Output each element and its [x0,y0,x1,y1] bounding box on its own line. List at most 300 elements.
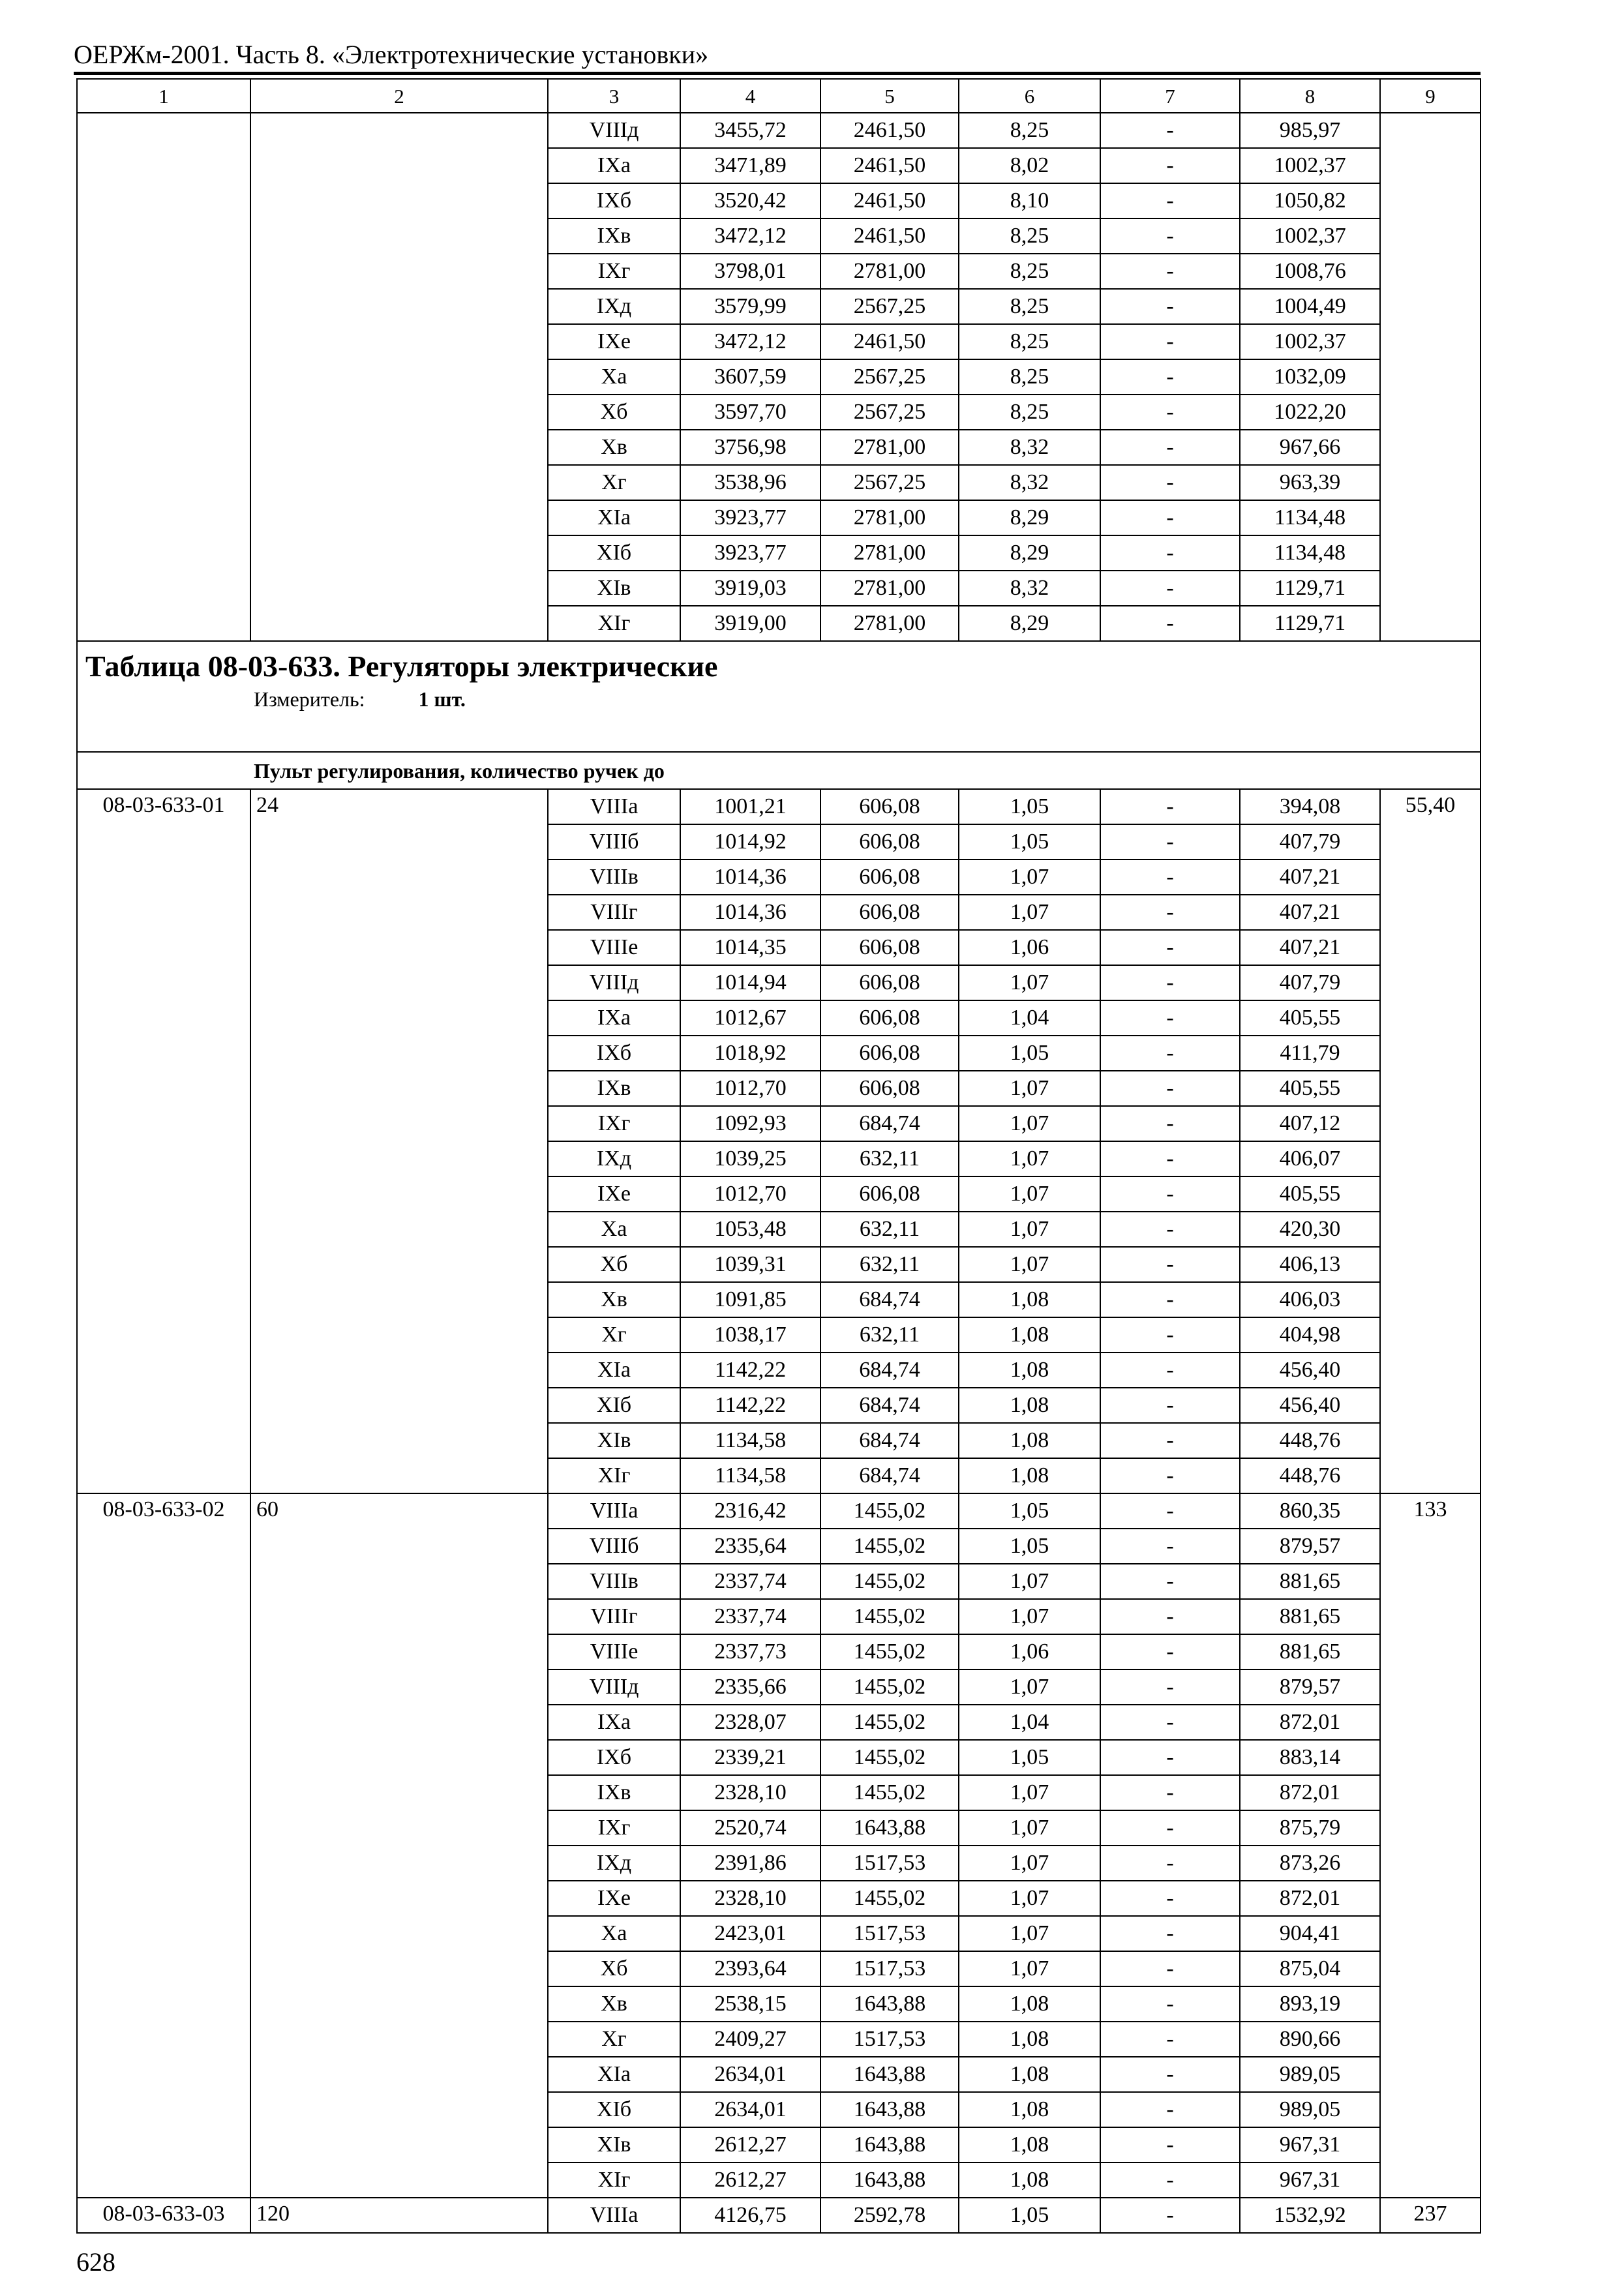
value-cell: VIIIв [548,1564,680,1599]
value-cell: - [1100,1317,1240,1353]
value-cell: 2567,25 [820,289,959,324]
value-cell: 872,01 [1240,1881,1380,1916]
value-cell: 684,74 [820,1353,959,1388]
value-cell: 2461,50 [820,218,959,254]
rate-code-cell: 08-03-633-03 [77,2198,250,2233]
value-cell: 2461,50 [820,113,959,148]
value-cell: Xб [548,395,680,430]
value-cell: 3923,77 [680,535,820,571]
column-header: 5 [820,79,959,113]
column-header: 3 [548,79,680,113]
value-cell: 967,66 [1240,430,1380,465]
value-cell: IXа [548,148,680,183]
value-cell: 8,29 [959,500,1100,535]
value-cell: 1455,02 [820,1493,959,1529]
page-number: 628 [76,2247,115,2277]
value-cell: - [1100,789,1240,824]
value-cell: 1517,53 [820,1916,959,1951]
value-cell: 1001,21 [680,789,820,824]
value-cell: Xв [548,1986,680,2022]
value-cell: 632,11 [820,1212,959,1247]
value-cell: 8,25 [959,113,1100,148]
value-cell: 1014,92 [680,824,820,860]
value-cell: VIIIе [548,930,680,965]
value-cell: 8,02 [959,148,1100,183]
value-cell: 2634,01 [680,2092,820,2127]
value-cell: XIб [548,535,680,571]
value-cell: 883,14 [1240,1740,1380,1775]
value-cell: 1,07 [959,1176,1100,1212]
value-cell: 3538,96 [680,465,820,500]
value-cell: 2335,66 [680,1669,820,1705]
value-cell: 2461,50 [820,183,959,218]
value-cell: 8,10 [959,183,1100,218]
value-cell: 632,11 [820,1247,959,1282]
value-cell: 1517,53 [820,1951,959,1986]
value-cell: XIг [548,1458,680,1493]
value-cell: 8,25 [959,395,1100,430]
value-cell: 1517,53 [820,1846,959,1881]
value-cell: 1134,48 [1240,500,1380,535]
value-cell: - [1100,2127,1240,2162]
value-cell: 1,07 [959,1669,1100,1705]
value-cell: 1129,71 [1240,571,1380,606]
value-cell: 1,07 [959,895,1100,930]
value-cell: 8,25 [959,254,1100,289]
value-cell: 2461,50 [820,324,959,359]
value-cell: 963,39 [1240,465,1380,500]
value-cell: 8,25 [959,218,1100,254]
value-cell: 881,65 [1240,1634,1380,1669]
value-cell: 606,08 [820,1036,959,1071]
value-cell: 1455,02 [820,1775,959,1810]
value-cell: 1004,49 [1240,289,1380,324]
value-cell: - [1100,113,1240,148]
param-cell: 60 [250,1493,548,2198]
value-cell: IXа [548,1000,680,1036]
value-cell: 3472,12 [680,218,820,254]
table-row [77,789,1481,824]
value-cell: 456,40 [1240,1388,1380,1423]
table-row [77,1493,1481,1529]
value-cell: 606,08 [820,895,959,930]
column-number-row [77,79,1481,113]
value-cell: 4126,75 [680,2198,820,2233]
value-cell: 1,08 [959,2162,1100,2198]
value-cell: - [1100,1106,1240,1141]
value-cell: IXб [548,1036,680,1071]
value-cell: 1,08 [959,1353,1100,1388]
table-row [77,2198,1481,2233]
value-cell: 407,79 [1240,824,1380,860]
value-cell: 1643,88 [820,1986,959,2022]
value-cell: - [1100,2022,1240,2057]
value-cell: 881,65 [1240,1564,1380,1599]
unit-value: 1 шт. [418,687,466,711]
value-cell: VIIIд [548,113,680,148]
value-cell: 405,55 [1240,1000,1380,1036]
value-cell: IXе [548,324,680,359]
value-cell: 3756,98 [680,430,820,465]
value-cell: - [1100,965,1240,1000]
value-cell: 8,25 [959,324,1100,359]
value-cell: IXг [548,1106,680,1141]
value-cell: 2391,86 [680,1846,820,1881]
value-cell: 1,07 [959,860,1100,895]
value-cell: - [1100,1705,1240,1740]
value-cell: 1,06 [959,1634,1100,1669]
value-cell: 8,29 [959,535,1100,571]
value-cell: 1012,70 [680,1176,820,1212]
value-cell: 873,26 [1240,1846,1380,1881]
value-cell: - [1100,254,1240,289]
value-cell: - [1100,1846,1240,1881]
code-cell [77,113,250,641]
value-cell: 1455,02 [820,1669,959,1705]
value-cell: 1,07 [959,1564,1100,1599]
value-cell: 1092,93 [680,1106,820,1141]
value-cell: IXе [548,1881,680,1916]
value-cell: 406,07 [1240,1141,1380,1176]
value-cell: 1,07 [959,1775,1100,1810]
value-cell: IXа [548,1705,680,1740]
value-cell: 3919,03 [680,571,820,606]
value-cell: IXв [548,1071,680,1106]
value-cell: 1,05 [959,789,1100,824]
value-cell: 606,08 [820,789,959,824]
value-cell: 1,05 [959,1493,1100,1529]
value-cell: 632,11 [820,1317,959,1353]
value-cell: Xг [548,1317,680,1353]
value-cell: 1455,02 [820,1634,959,1669]
value-cell: 875,79 [1240,1810,1380,1846]
value-cell: XIг [548,606,680,641]
value-cell: IXб [548,183,680,218]
value-cell: 2409,27 [680,2022,820,2057]
column-header: 1 [77,79,250,113]
value-cell: - [1100,1388,1240,1423]
value-cell: 1455,02 [820,1529,959,1564]
subsection-title: Пульт регулирования, количество ручек до [77,752,1481,789]
value-cell: IXд [548,1141,680,1176]
value-cell: 1012,67 [680,1000,820,1036]
value-cell: 1643,88 [820,1810,959,1846]
value-cell: 1,07 [959,1247,1100,1282]
value-cell: 1532,92 [1240,2198,1380,2233]
value-cell: 411,79 [1240,1036,1380,1071]
value-cell: 448,76 [1240,1423,1380,1458]
value-cell: 1,08 [959,2022,1100,2057]
value-cell: XIа [548,500,680,535]
value-cell: - [1100,1529,1240,1564]
value-cell: 1002,37 [1240,148,1380,183]
value-cell: 2393,64 [680,1951,820,1986]
param-cell [250,113,548,641]
value-cell: 420,30 [1240,1212,1380,1247]
value-cell: - [1100,1353,1240,1388]
value-cell: VIIIа [548,2198,680,2233]
value-cell: Xа [548,1916,680,1951]
value-cell: 3471,89 [680,148,820,183]
value-cell: 2520,74 [680,1810,820,1846]
value-cell: 904,41 [1240,1916,1380,1951]
value-cell: 3579,99 [680,289,820,324]
value-cell: 2781,00 [820,430,959,465]
value-cell: 1,08 [959,1986,1100,2022]
value-cell: 1455,02 [820,1705,959,1740]
value-cell: 875,04 [1240,1951,1380,1986]
value-cell: - [1100,148,1240,183]
value-cell: - [1100,1141,1240,1176]
value-cell: 1134,58 [680,1423,820,1458]
value-cell: - [1100,1000,1240,1036]
value-cell: 1,05 [959,1740,1100,1775]
value-cell: 1,08 [959,1423,1100,1458]
value-cell: XIв [548,571,680,606]
value-cell: Xв [548,1282,680,1317]
value-cell: 2612,27 [680,2127,820,2162]
value-cell: 1,07 [959,965,1100,1000]
value-cell: 1,07 [959,1212,1100,1247]
value-cell: XIв [548,1423,680,1458]
col9-cell: 133 [1380,1493,1481,2198]
value-cell: 2328,10 [680,1881,820,1916]
value-cell: 406,03 [1240,1282,1380,1317]
value-cell: - [1100,2057,1240,2092]
value-cell: 1455,02 [820,1881,959,1916]
value-cell: VIIIг [548,895,680,930]
value-cell: 404,98 [1240,1317,1380,1353]
value-cell: 2337,74 [680,1564,820,1599]
value-cell: Xв [548,430,680,465]
value-cell: 1053,48 [680,1212,820,1247]
value-cell: 1455,02 [820,1599,959,1634]
value-cell: - [1100,218,1240,254]
value-cell: 2612,27 [680,2162,820,2198]
value-cell: Xа [548,359,680,395]
value-cell: - [1100,1493,1240,1529]
value-cell: 1032,09 [1240,359,1380,395]
value-cell: VIIIб [548,1529,680,1564]
value-cell: 2328,10 [680,1775,820,1810]
value-cell: - [1100,1247,1240,1282]
value-cell: 1,08 [959,1282,1100,1317]
param-cell: 120 [250,2198,548,2233]
value-cell: 606,08 [820,930,959,965]
value-cell: 1517,53 [820,2022,959,2057]
value-cell: 407,12 [1240,1106,1380,1141]
value-cell: XIа [548,1353,680,1388]
value-cell: 407,79 [1240,965,1380,1000]
value-cell: - [1100,1986,1240,2022]
value-cell: - [1100,2198,1240,2233]
value-cell: 1014,94 [680,965,820,1000]
value-cell: - [1100,535,1240,571]
value-cell: 2423,01 [680,1916,820,1951]
table-title: Таблица 08-03-633. Регуляторы электрические [85,650,718,683]
value-cell: 8,25 [959,289,1100,324]
value-cell: IXб [548,1740,680,1775]
value-cell: 1,07 [959,1881,1100,1916]
value-cell: 1,07 [959,1599,1100,1634]
value-cell: 1643,88 [820,2162,959,2198]
value-cell: 684,74 [820,1106,959,1141]
value-cell: IXг [548,254,680,289]
value-cell: 860,35 [1240,1493,1380,1529]
value-cell: 1455,02 [820,1564,959,1599]
value-cell: 1,07 [959,1071,1100,1106]
value-cell: 967,31 [1240,2127,1380,2162]
value-cell: 1,08 [959,2127,1100,2162]
section-header [77,641,1481,752]
value-cell: - [1100,1071,1240,1106]
value-cell: 1,07 [959,1951,1100,1986]
value-cell: 1,07 [959,1106,1100,1141]
value-cell: 1643,88 [820,2057,959,2092]
value-cell: 2538,15 [680,1986,820,2022]
value-cell: 684,74 [820,1388,959,1423]
value-cell: 407,21 [1240,860,1380,895]
value-cell: - [1100,1423,1240,1458]
value-cell: Xг [548,2022,680,2057]
value-cell: 405,55 [1240,1071,1380,1106]
value-cell: 1,08 [959,1388,1100,1423]
column-header: 2 [250,79,548,113]
value-cell: 2335,64 [680,1529,820,1564]
value-cell: - [1100,860,1240,895]
value-cell: 1008,76 [1240,254,1380,289]
value-cell: 3607,59 [680,359,820,395]
value-cell: - [1100,1282,1240,1317]
value-cell: 1129,71 [1240,606,1380,641]
value-cell: 8,32 [959,571,1100,606]
section-header-row [77,641,1481,752]
value-cell: 1,08 [959,2092,1100,2127]
value-cell: 684,74 [820,1423,959,1458]
value-cell: - [1100,289,1240,324]
value-cell: - [1100,930,1240,965]
value-cell: 8,29 [959,606,1100,641]
value-cell: 1643,88 [820,2092,959,2127]
value-cell: 606,08 [820,1000,959,1036]
value-cell: 3597,70 [680,395,820,430]
value-cell: 985,97 [1240,113,1380,148]
value-cell: - [1100,1775,1240,1810]
value-cell: - [1100,183,1240,218]
value-cell: 8,32 [959,465,1100,500]
value-cell: 879,57 [1240,1529,1380,1564]
value-cell: 1,05 [959,1036,1100,1071]
value-cell: 2781,00 [820,571,959,606]
column-header: 8 [1240,79,1380,113]
value-cell: - [1100,1916,1240,1951]
value-cell: 1039,31 [680,1247,820,1282]
value-cell: 1,05 [959,1529,1100,1564]
value-cell: XIв [548,2127,680,2162]
value-cell: 1,08 [959,1317,1100,1353]
value-cell: VIIIа [548,789,680,824]
value-cell: 407,21 [1240,895,1380,930]
value-cell: 1018,92 [680,1036,820,1071]
value-cell: 1,04 [959,1000,1100,1036]
value-cell: IXд [548,289,680,324]
value-cell: 684,74 [820,1458,959,1493]
value-cell: - [1100,1810,1240,1846]
value-cell: 606,08 [820,965,959,1000]
value-cell: XIб [548,2092,680,2127]
value-cell: 1,07 [959,1916,1100,1951]
value-cell: 2461,50 [820,148,959,183]
column-header: 6 [959,79,1100,113]
value-cell: 1134,58 [680,1458,820,1493]
value-cell: 1134,48 [1240,535,1380,571]
value-cell: - [1100,500,1240,535]
value-cell: Xа [548,1212,680,1247]
value-cell: 1091,85 [680,1282,820,1317]
value-cell: 2339,21 [680,1740,820,1775]
value-cell: 890,66 [1240,2022,1380,2057]
value-cell: 3923,77 [680,500,820,535]
value-cell: 1002,37 [1240,218,1380,254]
value-cell: 1002,37 [1240,324,1380,359]
value-cell: 3520,42 [680,183,820,218]
value-cell: - [1100,824,1240,860]
value-cell: 2316,42 [680,1493,820,1529]
value-cell: 1,07 [959,1846,1100,1881]
value-cell: - [1100,359,1240,395]
value-cell: 879,57 [1240,1669,1380,1705]
value-cell: IXв [548,218,680,254]
value-cell: 1014,36 [680,895,820,930]
value-cell: 2567,25 [820,395,959,430]
value-cell: 1022,20 [1240,395,1380,430]
value-cell: 989,05 [1240,2092,1380,2127]
value-cell: 3455,72 [680,113,820,148]
value-cell: 394,08 [1240,789,1380,824]
value-cell: 2337,73 [680,1634,820,1669]
value-cell: 967,31 [1240,2162,1380,2198]
value-cell: 1014,36 [680,860,820,895]
value-cell: 1014,35 [680,930,820,965]
value-cell: 606,08 [820,1071,959,1106]
value-cell: VIIIд [548,1669,680,1705]
value-cell: 8,32 [959,430,1100,465]
value-cell: 2781,00 [820,254,959,289]
rate-code-cell: 08-03-633-01 [77,789,250,1493]
value-cell: 1,05 [959,824,1100,860]
value-cell: 2781,00 [820,606,959,641]
value-cell: 1,06 [959,930,1100,965]
value-cell: - [1100,1599,1240,1634]
unit-label: Измеритель: [254,687,365,711]
value-cell: 893,19 [1240,1986,1380,2022]
value-cell: 1039,25 [680,1141,820,1176]
rates-table [76,78,1481,2234]
value-cell: VIIIб [548,824,680,860]
value-cell: 2328,07 [680,1705,820,1740]
value-cell: 606,08 [820,860,959,895]
value-cell: Xб [548,1247,680,1282]
value-cell: 1,07 [959,1810,1100,1846]
value-cell: 448,76 [1240,1458,1380,1493]
value-cell: IXг [548,1810,680,1846]
rate-code-cell: 08-03-633-02 [77,1493,250,2198]
value-cell: XIг [548,2162,680,2198]
value-cell: - [1100,1634,1240,1669]
value-cell: IXе [548,1176,680,1212]
value-cell: VIIIв [548,860,680,895]
value-cell: Xб [548,1951,680,1986]
